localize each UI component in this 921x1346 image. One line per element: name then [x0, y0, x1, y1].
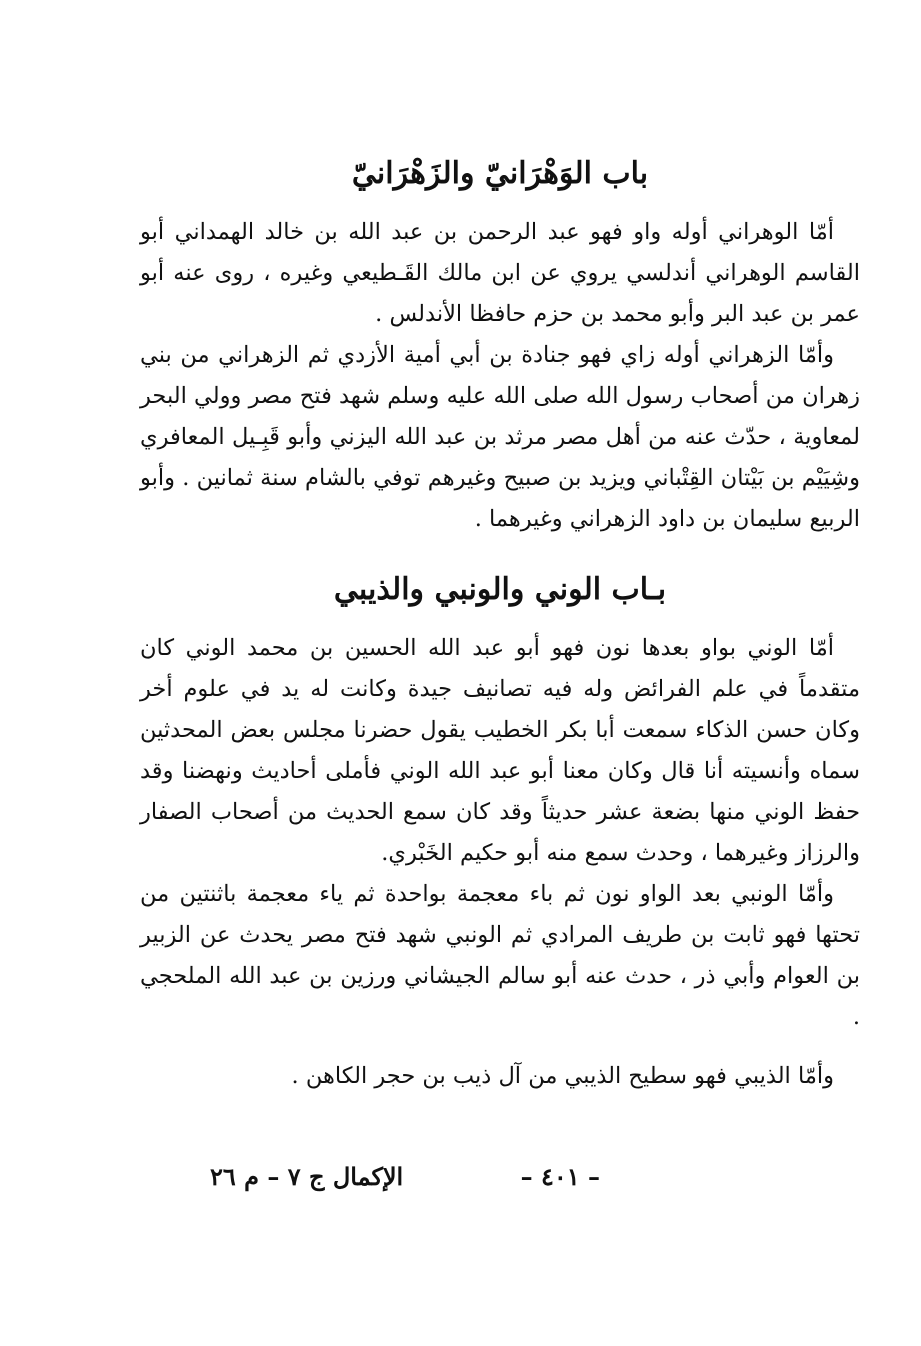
paragraph-wani: أمّا الوني بواو بعدها نون فهو أبو عبد الله الحسين بن محمد الوني كان متقدماً في علم الفرائض وله فيه تصانيف جيدة وكانت له يد في علوم أخر وكان حسن الذكاء سمعت أبا بكر الخطيب يقول حضرنا مجلس بعض المحدثين سماه وأنسيته أنا قال وكان معنا أبو عبد الله الوني فأملى أحاديث ونهضنا وقد حفظ الوني منها بضعة عشر حديثاً وقد كان سمع الحديث من أصحاب الصفار والرزاز وغيرهما ، وحدث سمع منه أبو حكيم الخَبْري. [140, 635, 860, 866]
page-footer [210, 1162, 600, 1191]
paragraph-wahrani: أمّا الوهراني أوله واو فهو عبد الرحمن بن عبد الله بن خالد الهمداني أبو القاسم الوهراني أندلسي يروي عن ابن مالك القَـطيعي وغيره ، روى عنه أبو عمر بن عبد البر وأبو محمد بن حزم حافظا الأندلس . [140, 219, 860, 327]
paragraph-zahrani: وأمّا الزهراني أوله زاي فهو جنادة بن أبي أمية الأزدي ثم الزهراني من بني زهران من أصحاب رسول الله صلى الله عليه وسلم شهد فتح مصر وولي البحر لمعاوية ، حدّث عنه من أهل مصر مرثد بن عبد الله اليزني وأبو قَبِـيل المعافري وشِيَيْم بن بَيْتان القِتْباني ويزيد بن صبيح وغيرهم توفي بالشام سنة ثمانين . وأبو الربيع سليمان بن داود الزهراني وغيرهما . [140, 342, 860, 532]
page-body [140, 150, 860, 1097]
section-heading-wahrani-zahrani: باب الوَهْرَانيّ والزَهْرَانيّ [351, 156, 649, 191]
section-heading-wani-wanbi-dhibi: بـاب الوني والونبي والذيبي [333, 572, 667, 607]
paragraph-wanbi: وأمّا الونبي بعد الواو نون ثم باء معجمة بواحدة ثم ياء معجمة باثنتين من تحتها فهو ثابت بن طريف المرادي ثم الونبي شهد فتح مصر يحدث عن الزبير بن العوام وأبي ذر ، حدث عنه أبو سالم الجيشاني ورزين بن عبد الله الملحجي . [140, 881, 860, 1030]
book-reference: الإكمال ج ٧ – م ٢٦ [210, 1162, 404, 1191]
paragraph-dhibi: وأمّا الذيبي فهو سطيح الذيبي من آل ذيب بن حجر الكاهن . [291, 1063, 834, 1089]
page-number: – ٤٠١ – [520, 1162, 600, 1191]
